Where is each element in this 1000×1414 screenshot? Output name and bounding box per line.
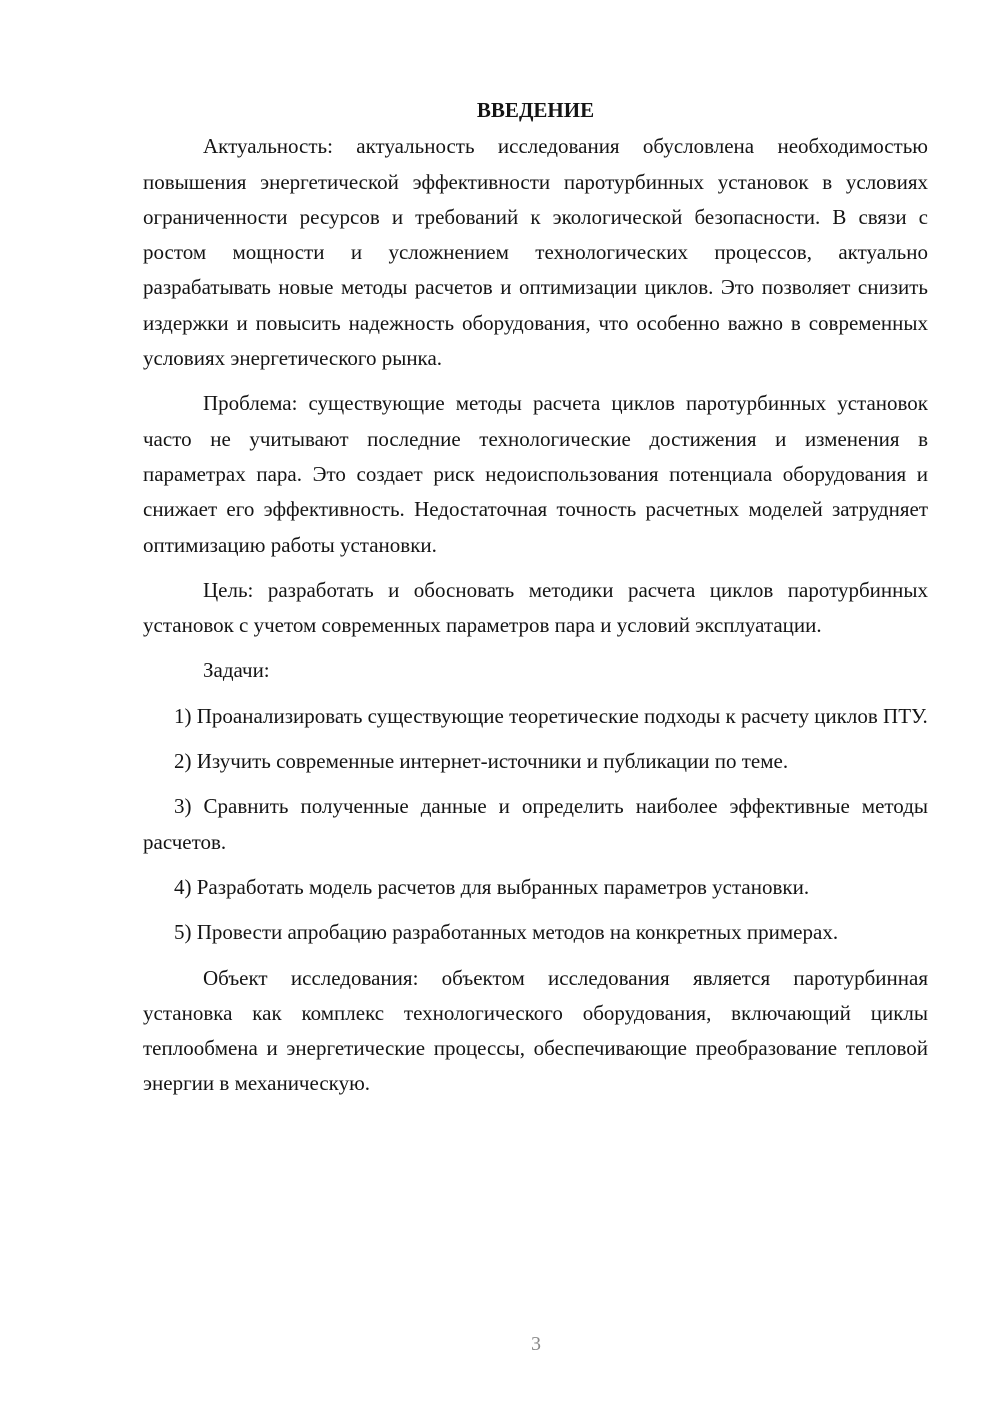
task-item-2: 2) Изучить современные интернет-источники и публикации по теме. bbox=[174, 749, 789, 774]
paragraph-problem: Проблема: существующие методы расчета циклов паротурбинных установок часто не учитывают последние технологические достижения и изменения в параметрах пара. Это создает риск недоиспользования потенциала оборудования и снижает его эффективность. Недостаточная точность расчетных моделей затрудняет оптимизацию работы установки. bbox=[143, 391, 928, 557]
paragraph-object: Объект исследования: объектом исследования является паротурбинная установка как комплекс технологического оборудования, включающий циклы теплообмена и энергетические процессы, обеспечивающие преобразование тепловой энергии в механическую. bbox=[143, 965, 928, 1096]
task-item-1: 1) Проанализировать существующие теоретические подходы к расчету циклов ПТУ. bbox=[174, 703, 928, 728]
task-item-5: 5) Провести апробацию разработанных методов на конкретных примерах. bbox=[174, 920, 839, 945]
document-body bbox=[143, 93, 928, 1112]
paragraph-tasks-label: Задачи: bbox=[203, 658, 270, 683]
section-heading: ВВЕДЕНИЕ bbox=[476, 98, 595, 122]
task-item-3: 3) Сравнить полученные данные и определить наиболее эффективные методы расчетов. bbox=[143, 794, 928, 854]
paragraph-relevance: Актуальность: актуальность исследования обусловлена необходимостью повышения энергетической эффективности паротурбинных установок в условиях ограниченности ресурсов и требований к экологической безопасности. В связи с ростом мощности и усложнением технологических процессов, актуально разрабатывать новые методы расчетов и оптимизации циклов. Это позволяет снизить издержки и повысить надежность оборудования, что особенно важно в современных условиях энергетического рынка. bbox=[143, 134, 928, 371]
paragraph-goal: Цель: разработать и обосновать методики расчета циклов паротурбинных установок с учетом современных параметров пара и условий эксплуатации. bbox=[143, 577, 928, 638]
page-number: 3 bbox=[531, 1333, 541, 1355]
task-item-4: 4) Разработать модель расчетов для выбранных параметров установки. bbox=[174, 874, 810, 899]
